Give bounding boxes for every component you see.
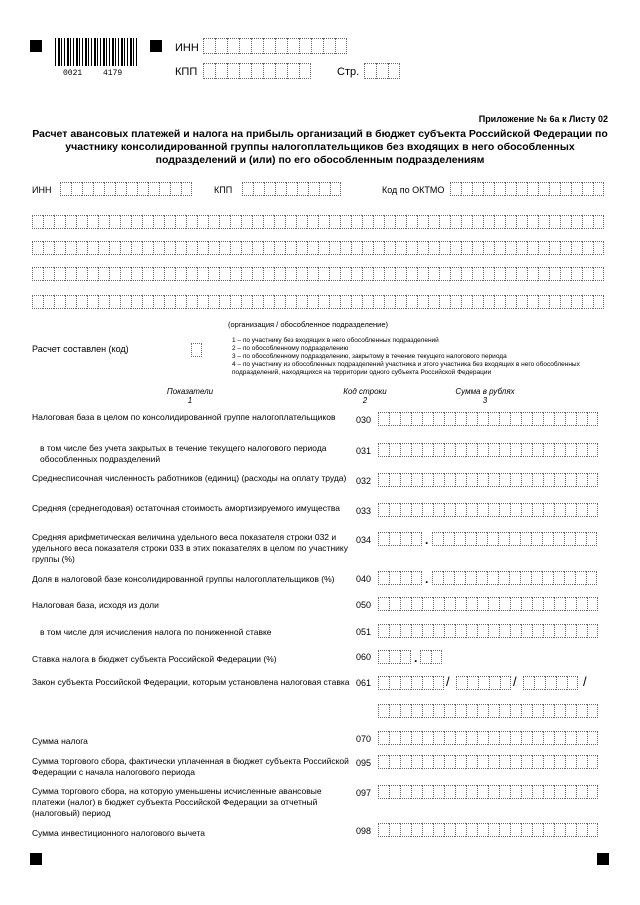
row-098-label: Сумма инвестиционного налогового вычета bbox=[32, 828, 206, 838]
row-040-label: Доля в налоговой базе консолидированной группы налогоплательщиков (%) bbox=[32, 574, 335, 584]
org-oktmo-field[interactable] bbox=[450, 182, 604, 196]
row-095-code: 095 bbox=[356, 758, 372, 768]
row-034-decimal-point: . bbox=[425, 533, 429, 547]
header-inn-label: ИНН bbox=[175, 42, 199, 54]
barcode bbox=[55, 38, 139, 66]
corner-marker-bottom-right bbox=[597, 853, 609, 865]
composed-option-3: 3 – по обособленному подразделению, закрытому в течение текущего налогового периода bbox=[232, 353, 507, 360]
composed-label: Расчет составлен (код) bbox=[32, 344, 129, 354]
row-034-int-field[interactable] bbox=[378, 532, 422, 546]
row-034-frac-field[interactable] bbox=[432, 532, 597, 546]
row-050-field[interactable] bbox=[378, 597, 598, 611]
column-header-2-number: 2 bbox=[362, 396, 368, 405]
row-031-code: 031 bbox=[356, 446, 372, 456]
row-031-label: в том числе без учета закрытых в течение текущего налогового периода обособленных подразделений bbox=[40, 443, 327, 464]
row-070-code: 070 bbox=[356, 734, 372, 744]
row-060-int-field[interactable] bbox=[378, 650, 411, 664]
column-header-1-number: 1 bbox=[187, 396, 193, 405]
row-051-code: 051 bbox=[356, 627, 372, 637]
row-051-field[interactable] bbox=[378, 624, 598, 638]
barcode-left-digits: 0021 bbox=[63, 69, 83, 78]
row-050-label: Налоговая база, исходя из доли bbox=[32, 600, 159, 610]
header-page-label: Стр. bbox=[337, 66, 360, 78]
column-header-2 bbox=[335, 387, 395, 405]
composed-option-2: 2 – по обособленному подразделению bbox=[232, 345, 349, 352]
composed-option-4: 4 – по участнику из обособленных подразделений участника и этого участника без входящих в него обособленных подразделений, находящихся на территории одного субъекта Российской Федерации bbox=[232, 361, 580, 376]
row-030-label: Налоговая база в целом по консолидированной группе налогоплательщиков bbox=[32, 412, 336, 422]
corner-marker-top-mid bbox=[150, 40, 162, 52]
row-097-field[interactable] bbox=[378, 785, 598, 799]
row-030-code: 030 bbox=[356, 415, 372, 425]
row-034-label: Средняя арифметическая величина удельного веса показателя строки 032 и удельного веса показателя строки 033 в этих показателях в целом по участнику группы (%) bbox=[32, 532, 348, 564]
org-kpp-field[interactable] bbox=[242, 182, 341, 196]
row-033-field[interactable] bbox=[378, 503, 598, 517]
org-name-row-1[interactable] bbox=[32, 215, 604, 229]
header-page-field[interactable] bbox=[364, 63, 400, 79]
row-060-decimal-point: . bbox=[414, 651, 418, 665]
row-040-frac-field[interactable] bbox=[432, 571, 597, 585]
corner-marker-bottom-left bbox=[30, 853, 42, 865]
row-070-label: Сумма налога bbox=[32, 736, 88, 746]
barcode-right-digits: 4179 bbox=[103, 69, 123, 78]
row-032-code: 032 bbox=[356, 476, 372, 486]
org-caption: (организация / обособленное подразделение) bbox=[228, 320, 389, 329]
row-095-field[interactable] bbox=[378, 755, 598, 769]
row-061-separator-3: / bbox=[583, 674, 587, 689]
row-040-decimal-point: . bbox=[425, 572, 429, 586]
column-header-3-number: 3 bbox=[482, 396, 488, 405]
row-033-code: 033 bbox=[356, 506, 372, 516]
org-kpp-label: КПП bbox=[214, 185, 233, 195]
appendix-label: Приложение № 6а к Листу 02 bbox=[478, 114, 608, 124]
row-061-separator-1: / bbox=[446, 674, 450, 689]
composed-options bbox=[232, 337, 610, 377]
row-032-field[interactable] bbox=[378, 473, 598, 487]
row-061-continuation-field[interactable] bbox=[378, 704, 598, 718]
row-060-label: Ставка налога в бюджет субъекта Российской Федерации (%) bbox=[32, 654, 277, 664]
row-098-code: 098 bbox=[356, 826, 372, 836]
org-oktmo-label: Код по ОКТМО bbox=[382, 185, 445, 195]
header-kpp-field[interactable] bbox=[203, 63, 311, 79]
row-070-field[interactable] bbox=[378, 731, 598, 745]
row-097-code: 097 bbox=[356, 788, 372, 798]
org-inn-label: ИНН bbox=[32, 185, 52, 195]
org-inn-field[interactable] bbox=[60, 182, 192, 196]
row-097-label: Сумма торгового сбора, на которую уменьшены исчисленные авансовые платежи (налог) в бюджет субъекта Российской Федерации за отчетный (налоговый) период bbox=[32, 786, 322, 818]
row-034-code: 034 bbox=[356, 535, 372, 545]
row-051-label: в том числе для исчисления налога по пониженной ставке bbox=[40, 627, 272, 637]
row-040-code: 040 bbox=[356, 574, 372, 584]
row-040-int-field[interactable] bbox=[378, 571, 422, 585]
org-name-row-4[interactable] bbox=[32, 295, 604, 309]
row-098-field[interactable] bbox=[378, 823, 598, 837]
org-name-row-3[interactable] bbox=[32, 267, 604, 281]
column-header-1 bbox=[140, 387, 240, 405]
row-030-field[interactable] bbox=[378, 412, 598, 426]
row-061-part1-field[interactable] bbox=[378, 676, 444, 690]
row-033-label: Средняя (среднегодовая) остаточная стоимость амортизируемого имущества bbox=[32, 503, 341, 513]
composed-code-field[interactable] bbox=[191, 343, 202, 357]
column-header-2-title: Код строки bbox=[343, 387, 387, 396]
page-title: Расчет авансовых платежей и налога на прибыль организаций в бюджет субъекта Российской Федерации по участнику консолидированной группы налогоплательщиков без входящих в него обособленных подразделений и (или) по его обособленным подразделениям bbox=[32, 128, 608, 166]
header-inn-field[interactable] bbox=[203, 38, 347, 54]
corner-marker-top-left bbox=[30, 40, 42, 52]
row-050-code: 050 bbox=[356, 600, 372, 610]
composed-option-1: 1 – по участнику без входящих в него обособленных подразделений bbox=[232, 337, 439, 344]
column-header-3-title: Сумма в рублях bbox=[455, 387, 515, 396]
row-031-field[interactable] bbox=[378, 443, 598, 457]
row-032-label: Среднесписочная численность работников (единиц) (расходы на оплату труда) bbox=[32, 473, 347, 483]
row-061-separator-2: / bbox=[513, 674, 517, 689]
row-060-code: 060 bbox=[356, 652, 372, 662]
row-061-label: Закон субъекта Российской Федерации, которым установлена налоговая ставка bbox=[32, 677, 350, 687]
org-name-row-2[interactable] bbox=[32, 241, 604, 255]
column-header-1-title: Показатели bbox=[166, 387, 214, 396]
row-061-part3-field[interactable] bbox=[523, 676, 578, 690]
row-061-part2-field[interactable] bbox=[456, 676, 511, 690]
header-kpp-label: КПП bbox=[175, 66, 198, 78]
row-060-frac-field[interactable] bbox=[420, 650, 442, 664]
row-095-label: Сумма торгового сбора, фактически уплаченная в бюджет субъекта Российской Федерации с начала налогового периода bbox=[32, 756, 349, 777]
column-header-3 bbox=[430, 387, 540, 405]
row-061-code: 061 bbox=[356, 678, 372, 688]
